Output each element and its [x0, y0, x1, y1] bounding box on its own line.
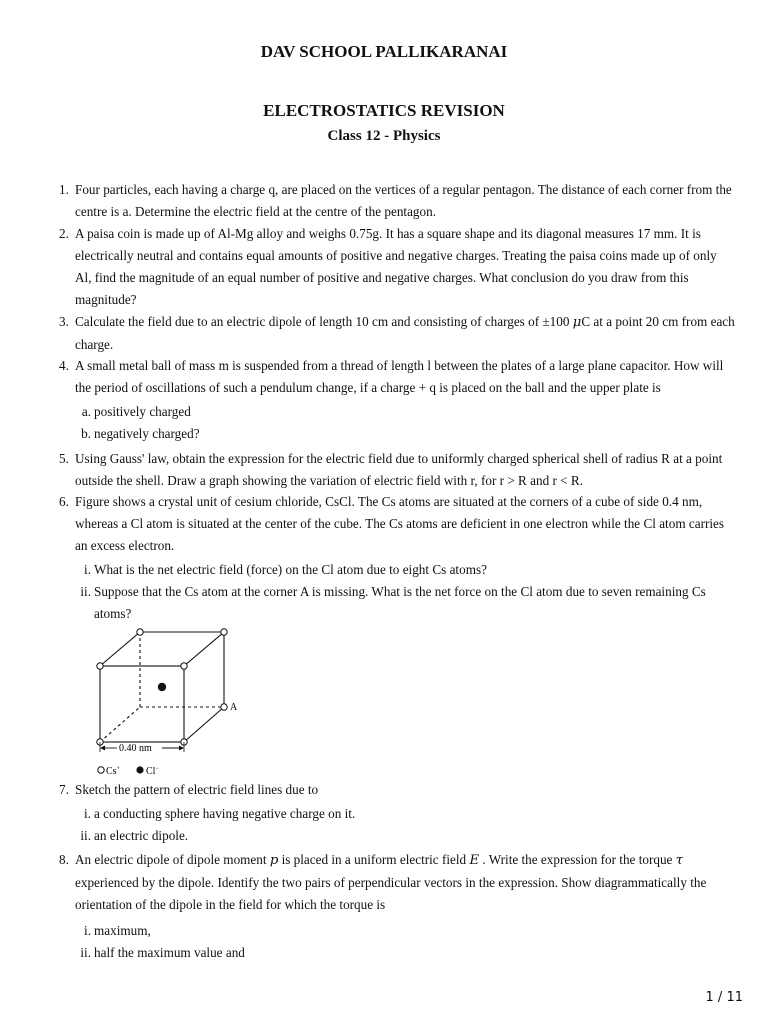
sub-question — [80, 825, 189, 847]
cs-atom-corner-a — [221, 704, 227, 710]
question-3 — [59, 311, 735, 356]
sub-question-text: What is the net electric field (force) on the Cl atom due to eight Cs atoms? — [94, 562, 487, 577]
cs-atom — [97, 663, 103, 669]
sub-question-marker: i. — [84, 806, 91, 821]
vector-p-symbol: p — [269, 853, 279, 868]
cube-edge — [184, 707, 224, 742]
cube-front-face — [100, 666, 184, 742]
document-title: ELECTROSTATICS REVISION — [263, 101, 505, 120]
page-number: 1 / 11 — [705, 990, 743, 1005]
sub-question — [84, 559, 734, 581]
sub-question — [80, 581, 734, 625]
question-text: Calculate the field due to an electric dipole of length 10 cm and consisting of charges of — [75, 314, 543, 329]
vector-e-symbol: E — [469, 853, 480, 868]
class-subtitle: Class 12 - Physics — [327, 128, 441, 144]
cl-legend-icon — [136, 766, 143, 773]
sub-question — [84, 803, 356, 825]
micro-symbol: μ — [572, 315, 582, 330]
question-text: Figure shows a crystal unit of cesium chloride, CsCl. The Cs atoms are situated at the corners of a cube of side 0.4 nm, whereas a Cl atom is situated at the center of the cube. The Cs atoms are deficient in one electron while the Cl atom carries an excess electron. — [75, 494, 725, 553]
school-name: DAV SCHOOL PALLIKARANAI — [260, 42, 508, 61]
question-number: 7. — [59, 782, 69, 797]
question-number: 2. — [59, 226, 69, 241]
cs-atom — [137, 629, 143, 635]
cube-edge — [184, 632, 224, 666]
question-number: 5. — [59, 451, 69, 466]
sub-question — [80, 942, 245, 964]
cl-legend-label: Cl− — [146, 766, 159, 777]
sub-question-text: maximum, — [94, 923, 151, 938]
question-text: is placed in a uniform electric field — [278, 852, 470, 867]
question-1 — [59, 179, 735, 223]
sub-question-marker: ii. — [80, 945, 91, 960]
question-number: 4. — [59, 358, 69, 373]
sub-question-marker: ii. — [80, 828, 91, 843]
question-2 — [59, 223, 735, 311]
question-number: 1. — [59, 182, 69, 197]
sub-question-marker: i. — [84, 923, 91, 938]
question-text: An electric dipole of dipole moment — [75, 852, 270, 867]
vector-tau-symbol: τ — [675, 853, 683, 868]
question-8 — [59, 849, 735, 916]
cs-atom — [221, 629, 227, 635]
charge-value: 100 — [549, 314, 573, 329]
question-text: Using Gauss' law, obtain the expression for the electric field due to uniformly charged spherical shell of radius R at a point outside the shell. Draw a graph showing the variation of electric field with r, for r > R and r < R. — [75, 451, 723, 488]
sub-question-marker: b. — [81, 426, 91, 441]
cube-edge — [100, 632, 140, 666]
question-6 — [59, 491, 735, 557]
sub-question-text: half the maximum value and — [94, 945, 245, 960]
sub-question-marker: i. — [84, 562, 91, 577]
question-text: A small metal ball of mass m is suspended from a thread of length l between the plates of a large plane capacitor. How will the period of oscillations of such a pendulum change, if a charge + q is placed on the ball and the upper plate is — [75, 358, 724, 395]
cl-atom — [158, 683, 166, 691]
sub-question — [81, 423, 200, 445]
arrow-head — [100, 746, 105, 751]
cscl-cube-figure — [90, 624, 260, 780]
cs-legend-label: Cs+ — [106, 766, 120, 777]
sub-question-text: positively charged — [94, 404, 191, 419]
question-text: Sketch the pattern of electric field lines due to — [75, 782, 319, 797]
question-text: Four particles, each having a charge q, are placed on the vertices of a regular pentagon. The distance of each corner from the centre is a. Determine the electric field at the centre of the pentagon. — [75, 182, 732, 219]
corner-a-label: A — [230, 702, 238, 713]
sub-question-text: an electric dipole. — [94, 828, 189, 843]
cube-edge-hidden — [100, 707, 140, 742]
sub-question — [84, 920, 151, 942]
question-text: . Write the expression for the torque — [479, 852, 676, 867]
question-text: experienced by the dipole. Identify the two pairs of perpendicular vectors in the expression. Show diagrammatically the orientation of the dipole in the field for which the torque is — [75, 875, 707, 912]
question-number: 8. — [59, 852, 69, 867]
question-text: A paisa coin is made up of Al-Mg alloy and weighs 0.75g. It has a square shape and its diagonal measures 17 mm. It is electrically neutral and contains equal amounts of positive and negative charges. Treating the paisa coins made up of only Al, find the magnitude of an equal number of positive and negative charges. What conclusion do you draw from this magnitude? — [75, 226, 717, 307]
sub-question-text: negatively charged? — [94, 426, 200, 441]
sub-question — [81, 401, 191, 423]
cs-legend-icon — [98, 767, 104, 773]
question-4 — [59, 355, 735, 399]
sub-question-text: Suppose that the Cs atom at the corner A is missing. What is the net force on the Cl atom due to seven remaining Cs atoms? — [94, 584, 706, 621]
sub-question-marker: ii. — [80, 584, 91, 599]
cs-atom — [181, 663, 187, 669]
plus-minus-symbol: ± — [542, 314, 550, 329]
question-5 — [59, 448, 735, 492]
arrow-head — [179, 746, 184, 751]
question-7 — [59, 779, 735, 801]
question-number: 6. — [59, 494, 69, 509]
sub-question-marker: a. — [81, 404, 91, 419]
question-text-end: C at a point 20 cm from each charge. — [75, 314, 735, 352]
dimension-label: 0.40 nm — [119, 743, 152, 754]
question-number: 3. — [59, 314, 69, 329]
sub-question-text: a conducting sphere having negative charge on it. — [94, 806, 356, 821]
